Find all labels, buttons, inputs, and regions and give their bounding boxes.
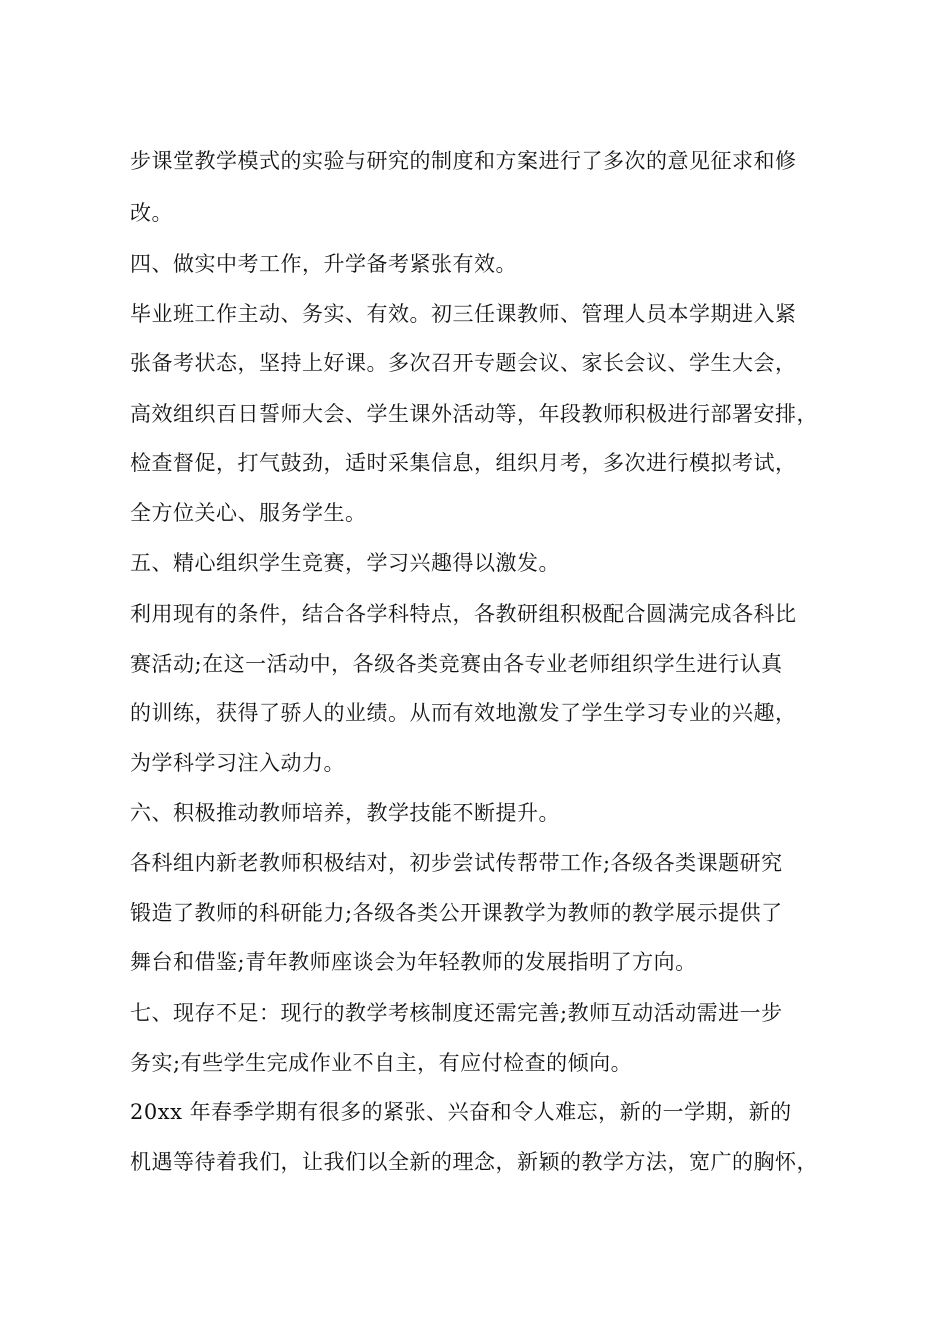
section-heading: 五、精心组织学生竞赛，学习兴趣得以激发。	[130, 551, 560, 575]
paragraph-line: 的训练，获得了骄人的业绩。从而有效地激发了学生学习专业的兴趣，	[130, 701, 797, 725]
paragraph-line: 张备考状态，坚持上好课。多次召开专题会议、家长会议、学生大会，	[130, 351, 797, 375]
paragraph-line: 赛活动;在这一活动中，各级各类竞赛由各专业老师组织学生进行认真	[130, 652, 783, 676]
paragraph-line: 高效组织百日誓师大会、学生课外活动等，年段教师积极进行部署安排，	[130, 402, 818, 426]
paragraph-line: 20xx 年春季学期有很多的紧张、兴奋和令人难忘，新的一学期，新的	[130, 1100, 792, 1124]
paragraph-line: 舞台和借鉴;青年教师座谈会为年轻教师的发展指明了方向。	[130, 950, 697, 974]
paragraph-line: 步课堂教学模式的实验与研究的制度和方案进行了多次的意见征求和修	[130, 149, 797, 173]
paragraph-line: 各科组内新老教师积极结对，初步尝试传帮带工作;各级各类课题研究	[130, 851, 783, 875]
paragraph-line: 务实;有些学生完成作业不自主，有应付检查的倾向。	[130, 1051, 633, 1075]
paragraph-line: 检查督促，打气鼓劲，适时采集信息，组织月考，多次进行模拟考试，	[130, 451, 797, 475]
section-heading: 六、积极推动教师培养，教学技能不断提升。	[130, 801, 560, 825]
paragraph-line: 毕业班工作主动、务实、有效。初三任课教师、管理人员本学期进入紧	[130, 302, 797, 326]
paragraph-line: 改。	[130, 201, 173, 225]
paragraph-line: 利用现有的条件，结合各学科特点，各教研组积极配合圆满完成各科比	[130, 602, 797, 626]
section-heading: 七、现存不足：现行的教学考核制度还需完善;教师互动活动需进一步	[130, 1001, 783, 1025]
paragraph-line: 全方位关心、服务学生。	[130, 501, 367, 525]
section-heading: 四、做实中考工作，升学备考紧张有效。	[130, 252, 517, 276]
paragraph-line: 机遇等待着我们，让我们以全新的理念，新颖的教学方法，宽广的胸怀，	[130, 1150, 818, 1174]
paragraph-line: 锻造了教师的科研能力;各级各类公开课教学为教师的教学展示提供了	[130, 901, 783, 925]
paragraph-line: 为学科学习注入动力。	[130, 751, 345, 775]
